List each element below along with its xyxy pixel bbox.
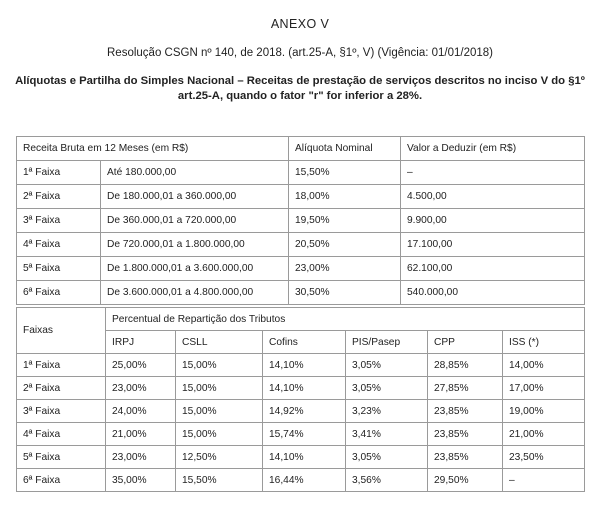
- cell-cofins: 14,10%: [263, 446, 346, 469]
- table-row: [17, 185, 585, 209]
- cell-iss: 19,00%: [503, 400, 585, 423]
- cell-faixa: 2ª Faixa: [17, 377, 106, 400]
- cell-aliquota: 19,50%: [289, 209, 401, 233]
- cell-iss: 14,00%: [503, 354, 585, 377]
- cell-deduzir: 540.000,00: [401, 281, 585, 305]
- cell-csll: 15,50%: [176, 469, 263, 492]
- tax-distribution-table-container: [16, 307, 585, 492]
- cell-pis-pasep: 3,05%: [346, 446, 428, 469]
- cell-pis-pasep: 3,05%: [346, 354, 428, 377]
- cell-faixa: 4ª Faixa: [17, 233, 101, 257]
- column-header-faixas: Faixas: [17, 308, 106, 354]
- cell-deduzir: 9.900,00: [401, 209, 585, 233]
- cell-aliquota: 18,00%: [289, 185, 401, 209]
- cell-csll: 15,00%: [176, 354, 263, 377]
- cell-faixa: 5ª Faixa: [17, 257, 101, 281]
- cell-faixa: 1ª Faixa: [17, 161, 101, 185]
- table-row: [17, 281, 585, 305]
- cell-aliquota: 15,50%: [289, 161, 401, 185]
- table-header-row: [17, 137, 585, 161]
- revenue-bracket-table-container: [16, 136, 585, 305]
- cell-faixa: 4ª Faixa: [17, 423, 106, 446]
- cell-deduzir: –: [401, 161, 585, 185]
- column-header-irpj: IRPJ: [106, 331, 176, 354]
- page-title: ANEXO V: [270, 17, 330, 31]
- tax-distribution-table: [16, 307, 585, 492]
- cell-csll: 15,00%: [176, 423, 263, 446]
- table-row: [17, 354, 585, 377]
- cell-irpj: 23,00%: [106, 446, 176, 469]
- cell-pis-pasep: 3,56%: [346, 469, 428, 492]
- cell-deduzir: 62.100,00: [401, 257, 585, 281]
- cell-cpp: 27,85%: [428, 377, 503, 400]
- cell-iss: 17,00%: [503, 377, 585, 400]
- table-row: [17, 423, 585, 446]
- cell-cpp: 28,85%: [428, 354, 503, 377]
- table-row: [17, 161, 585, 185]
- cell-cofins: 14,10%: [263, 354, 346, 377]
- table-row: [17, 257, 585, 281]
- cell-deduzir: 17.100,00: [401, 233, 585, 257]
- cell-faixa: 6ª Faixa: [17, 469, 106, 492]
- cell-iss: 23,50%: [503, 446, 585, 469]
- table-row: [17, 377, 585, 400]
- column-header-iss: ISS (*): [503, 331, 585, 354]
- column-header-pis-pasep: PIS/Pasep: [346, 331, 428, 354]
- revenue-bracket-table: [16, 136, 585, 305]
- column-header-receita-bruta: Receita Bruta em 12 Meses (em R$): [17, 137, 289, 161]
- cell-irpj: 23,00%: [106, 377, 176, 400]
- cell-irpj: 21,00%: [106, 423, 176, 446]
- cell-faixa: 2ª Faixa: [17, 185, 101, 209]
- column-header-valor-deduzir: Valor a Deduzir (em R$): [401, 137, 585, 161]
- column-header-group-percentual: Percentual de Repartição dos Tributos: [106, 308, 585, 331]
- cell-csll: 15,00%: [176, 400, 263, 423]
- cell-iss: –: [503, 469, 585, 492]
- table-row: [17, 400, 585, 423]
- cell-pis-pasep: 3,41%: [346, 423, 428, 446]
- cell-receita: Até 180.000,00: [101, 161, 289, 185]
- document-page: [0, 17, 600, 506]
- cell-faixa: 1ª Faixa: [17, 354, 106, 377]
- cell-faixa: 3ª Faixa: [17, 209, 101, 233]
- cell-faixa: 5ª Faixa: [17, 446, 106, 469]
- cell-csll: 12,50%: [176, 446, 263, 469]
- cell-aliquota: 23,00%: [289, 257, 401, 281]
- table-row: [17, 469, 585, 492]
- cell-receita: De 180.000,01 a 360.000,00: [101, 185, 289, 209]
- cell-receita: De 1.800.000,01 a 3.600.000,00: [101, 257, 289, 281]
- cell-cofins: 14,92%: [263, 400, 346, 423]
- cell-irpj: 25,00%: [106, 354, 176, 377]
- cell-cofins: 15,74%: [263, 423, 346, 446]
- cell-cofins: 16,44%: [263, 469, 346, 492]
- cell-faixa: 3ª Faixa: [17, 400, 106, 423]
- cell-irpj: 35,00%: [106, 469, 176, 492]
- cell-cofins: 14,10%: [263, 377, 346, 400]
- cell-aliquota: 20,50%: [289, 233, 401, 257]
- cell-cpp: 23,85%: [428, 446, 503, 469]
- cell-cpp: 29,50%: [428, 469, 503, 492]
- cell-csll: 15,00%: [176, 377, 263, 400]
- cell-faixa: 6ª Faixa: [17, 281, 101, 305]
- cell-receita: De 3.600.000,01 a 4.800.000,00: [101, 281, 289, 305]
- cell-irpj: 24,00%: [106, 400, 176, 423]
- cell-deduzir: 4.500,00: [401, 185, 585, 209]
- column-header-csll: CSLL: [176, 331, 263, 354]
- table-row: [17, 233, 585, 257]
- table-row: [17, 446, 585, 469]
- cell-cpp: 23,85%: [428, 400, 503, 423]
- cell-receita: De 720.000,01 a 1.800.000,00: [101, 233, 289, 257]
- table-row: [17, 209, 585, 233]
- cell-pis-pasep: 3,05%: [346, 377, 428, 400]
- cell-aliquota: 30,50%: [289, 281, 401, 305]
- cell-cpp: 23,85%: [428, 423, 503, 446]
- document-description: Alíquotas e Partilha do Simples Nacional – Receitas de prestação de serviços descritos no inciso V do §1º art.25-A, quando o fator "r" for inferior a 28%.: [15, 75, 585, 102]
- cell-pis-pasep: 3,23%: [346, 400, 428, 423]
- column-header-cpp: CPP: [428, 331, 503, 354]
- table-header-row-group: [17, 308, 585, 331]
- cell-receita: De 360.000,01 a 720.000,00: [101, 209, 289, 233]
- document-subtitle: Resolução CSGN nº 140, de 2018. (art.25-A, §1º, V) (Vigência: 01/01/2018): [107, 47, 493, 59]
- column-header-cofins: Cofins: [263, 331, 346, 354]
- cell-iss: 21,00%: [503, 423, 585, 446]
- column-header-aliquota-nominal: Alíquota Nominal: [289, 137, 401, 161]
